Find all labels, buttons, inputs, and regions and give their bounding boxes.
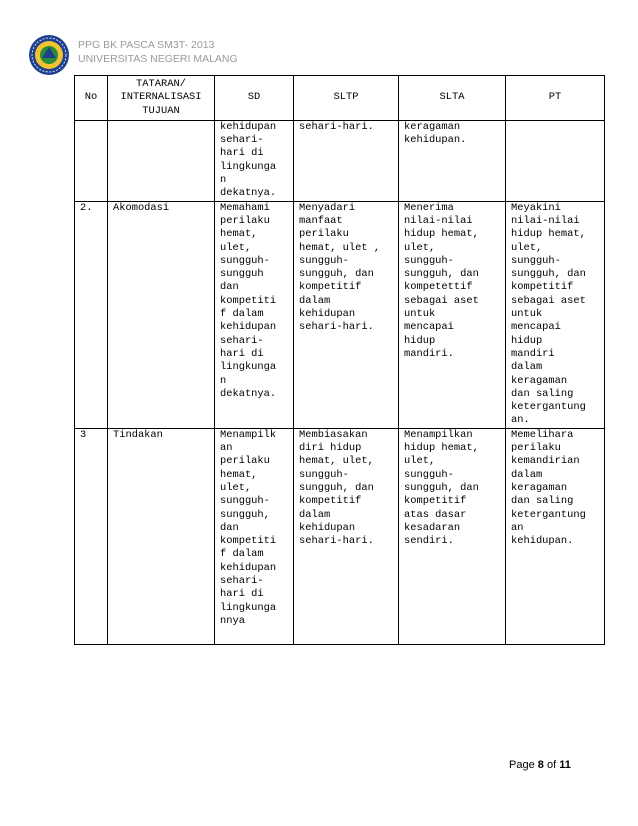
cell-sd: Memahami perilaku hemat, ulet, sungguh- sungguh dan kompetiti f dalam kehidupan sehari- hari di lingkunga n dekatnya. [215, 201, 294, 428]
table-row [75, 428, 605, 644]
header-line-1: PPG BK PASCA SM3T- 2013 [78, 39, 215, 51]
cell-no: 3 [75, 428, 108, 644]
page-number: 8 [537, 759, 544, 771]
header-text [78, 38, 338, 66]
cell-slta: Menampilkan hidup hemat, ulet, sungguh- sungguh, dan kompetitif atas dasar kesadaran sendiri. [399, 428, 506, 644]
cell-sltp: sehari-hari. [294, 120, 399, 201]
page-label: Page [509, 759, 535, 771]
cell-sd: Menampilk an perilaku hemat, ulet, sungguh- sungguh, dan kompetiti f dalam kehidupan sehari- hari di lingkunga nnya [215, 428, 294, 644]
cell-no: 2. [75, 201, 108, 428]
table-header-row [75, 76, 605, 121]
table-row [75, 201, 605, 428]
cell-slta: Menerima nilai-nilai hidup hemat, ulet, sungguh- sungguh, dan kompetettif sebagai aset untuk mencapai hidup mandiri. [399, 201, 506, 428]
cell-pt: Meyakini nilai-nilai hidup hemat, ulet, sungguh- sungguh, dan kompetitif sebagai aset untuk mencapai hidup mandiri dalam keragaman dan saling ketergantung an. [506, 201, 605, 428]
header-sltp: SLTP [294, 76, 399, 121]
header-tataran: TATARAN/ INTERNALISASI TUJUAN [108, 76, 215, 121]
header-line-2: UNIVERSITAS NEGERI MALANG [78, 53, 238, 65]
page-total: 11 [559, 759, 571, 771]
cell-sltp: Membiasakan diri hidup hemat, ulet, sungguh- sungguh, dan kompetitif dalam kehidupan sehari-hari. [294, 428, 399, 644]
cell-no [75, 120, 108, 201]
header-sd: SD [215, 76, 294, 121]
cell-tataran [108, 120, 215, 201]
cell-tataran: Tindakan [108, 428, 215, 644]
table-row [75, 120, 605, 201]
header-pt: PT [506, 76, 605, 121]
page-footer [509, 759, 571, 771]
cell-pt: Memelihara perilaku kemandirian dalam keragaman dan saling ketergantung an kehidupan. [506, 428, 605, 644]
cell-sd: kehidupan sehari- hari di lingkunga n dekatnya. [215, 120, 294, 201]
of-label: of [546, 759, 557, 771]
university-logo-icon [28, 34, 70, 76]
cell-slta: keragaman kehidupan. [399, 120, 506, 201]
cell-tataran: Akomodasi [108, 201, 215, 428]
header-no: No [75, 76, 108, 121]
cell-pt [506, 120, 605, 201]
cell-sltp: Menyadari manfaat perilaku hemat, ulet , sungguh- sungguh, dan kompetitif dalam kehidupan sehari-hari. [294, 201, 399, 428]
header-slta: SLTA [399, 76, 506, 121]
curriculum-table [74, 75, 605, 645]
